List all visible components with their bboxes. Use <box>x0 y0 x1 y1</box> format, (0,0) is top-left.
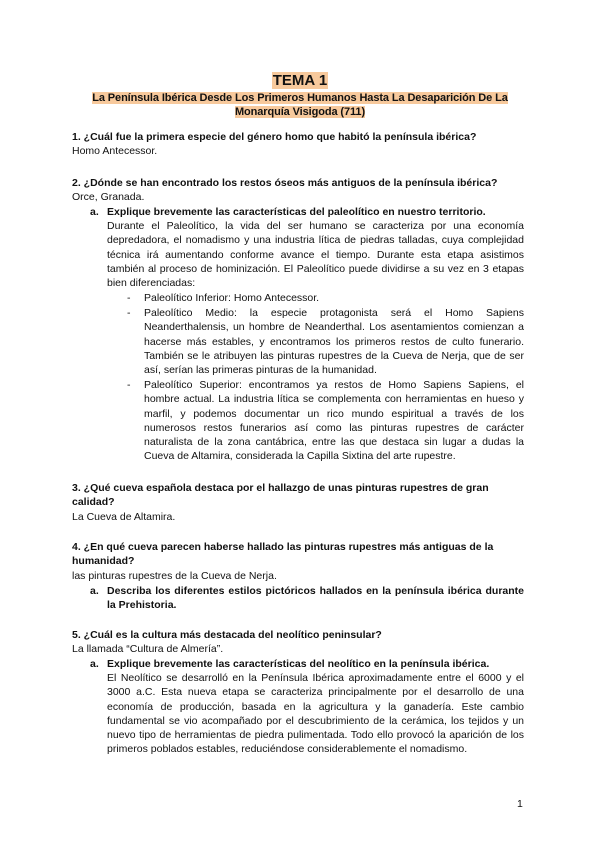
stage-text: Paleolítico Superior: encontramos ya restos de Homo Sapiens Sapiens, el hombre actual. La industria lítica se complementa con herramientas en hueso y marfil, y podemos documentar un rico mundo espiritual a través de los numerosos restos funerarios así como las pinturas rupestres de carácter naturalista de la zona cantábrica, entre las que destaca sin lugar a dudas la Cueva de Altamira, considerada la Capilla Sixtina del arte rupestre. <box>144 379 524 463</box>
stage-upper-paleolithic <box>127 378 524 464</box>
question-2-sub-a <box>90 205 524 219</box>
question-5 <box>72 628 524 657</box>
dash-marker: - <box>127 292 131 304</box>
dash-marker: - <box>127 379 131 391</box>
neolithic-paragraph: El Neolítico se desarrolló en la Península Ibérica aproximadamente entre el 6000 y el 3000 a.C. Esta nueva etapa se caracteriza principalmente por el desarrollo de una economía de producción, basada en la agricultura y la ganadería. Este cambio fundamental se vio acompañado por el descubrimiento de la cerámica, los tejidos y un nuevo tipo de herramientas de piedra pulimentada. Todo ello provocó la aparición de los primeros poblados estables, reduciéndose considerablemente el nomadismo. <box>107 672 524 756</box>
stage-text: Paleolítico Inferior: Homo Antecessor. <box>144 292 320 304</box>
stage-middle-paleolithic <box>127 306 524 377</box>
question-4-text: 4. ¿En qué cueva parecen haberse hallado las pinturas rupestres más antiguas de la humanidad? <box>72 541 494 568</box>
question-5-answer: La llamada “Cultura de Almería”. <box>72 643 224 656</box>
stage-lower-paleolithic <box>127 291 524 305</box>
question-2 <box>72 176 524 205</box>
stage-text: Paleolítico Medio: la especie protagonista será el Homo Sapiens Neanderthalensis, un hombre de Neanderthal. Los asentamientos comienzan a hacerse más estables, y encontramos los primeros restos de culto funerario. También se le atribuyen las pinturas rupestres de la Cueva de Nerja, que de ser así, serían las primeras pinturas de la humanidad. <box>144 307 524 377</box>
question-2-sub-a-text: Explique brevemente las características del paleolítico en nuestro territorio. <box>107 206 486 218</box>
question-3 <box>72 481 524 524</box>
question-4-sub-a-text: Describa los diferentes estilos pictóricos hallados en la península ibérica durante la Prehistoria. <box>107 585 524 612</box>
dash-marker: - <box>127 307 131 319</box>
question-2-answer: Orce, Granada. <box>72 191 145 204</box>
sub-letter: a. <box>90 658 99 670</box>
sub-letter: a. <box>90 585 99 597</box>
question-5-sub-a <box>90 657 524 671</box>
question-1-text: 1. ¿Cuál fue la primera especie del género homo que habitó la península ibérica? <box>72 131 477 143</box>
question-4 <box>72 540 524 583</box>
document-subtitle: La Península Ibérica Desde Los Primeros Humanos Hasta La Desaparición De La Monarquía Visigoda (711) <box>92 92 508 118</box>
question-4-answer: las pinturas rupestres de la Cueva de Nerja. <box>72 569 277 582</box>
sub-letter: a. <box>90 206 99 218</box>
question-3-text: 3. ¿Qué cueva española destaca por el hallazgo de unas pinturas rupestres de gran calidad? <box>72 482 489 509</box>
page-number: 1 <box>517 798 523 810</box>
question-1 <box>72 130 524 159</box>
question-3-answer: La Cueva de Altamira. <box>72 510 176 523</box>
question-1-answer: Homo Antecessor. <box>72 145 158 158</box>
document-title: TEMA 1 <box>272 72 328 89</box>
question-4-sub-a <box>90 584 524 613</box>
paleolithic-paragraph: Durante el Paleolítico, la vida del ser humano se caracteriza por una economía depredadora, el nomadismo y una industria lítica de piedras talladas, cuya complejidad técnica irá aumentando conforme avance el tiempo. Durante esta etapa asistimos también al proceso de hominización. El Paleolítico puede dividirse a su vez en 3 etapas bien diferenciadas: <box>107 220 524 290</box>
question-5-sub-a-text: Explique brevemente las características del neolítico en la península ibérica. <box>107 658 490 670</box>
question-2-text: 2. ¿Dónde se han encontrado los restos óseos más antiguos de la península ibérica? <box>72 177 498 189</box>
question-5-text: 5. ¿Cuál es la cultura más destacada del neolítico peninsular? <box>72 629 382 641</box>
